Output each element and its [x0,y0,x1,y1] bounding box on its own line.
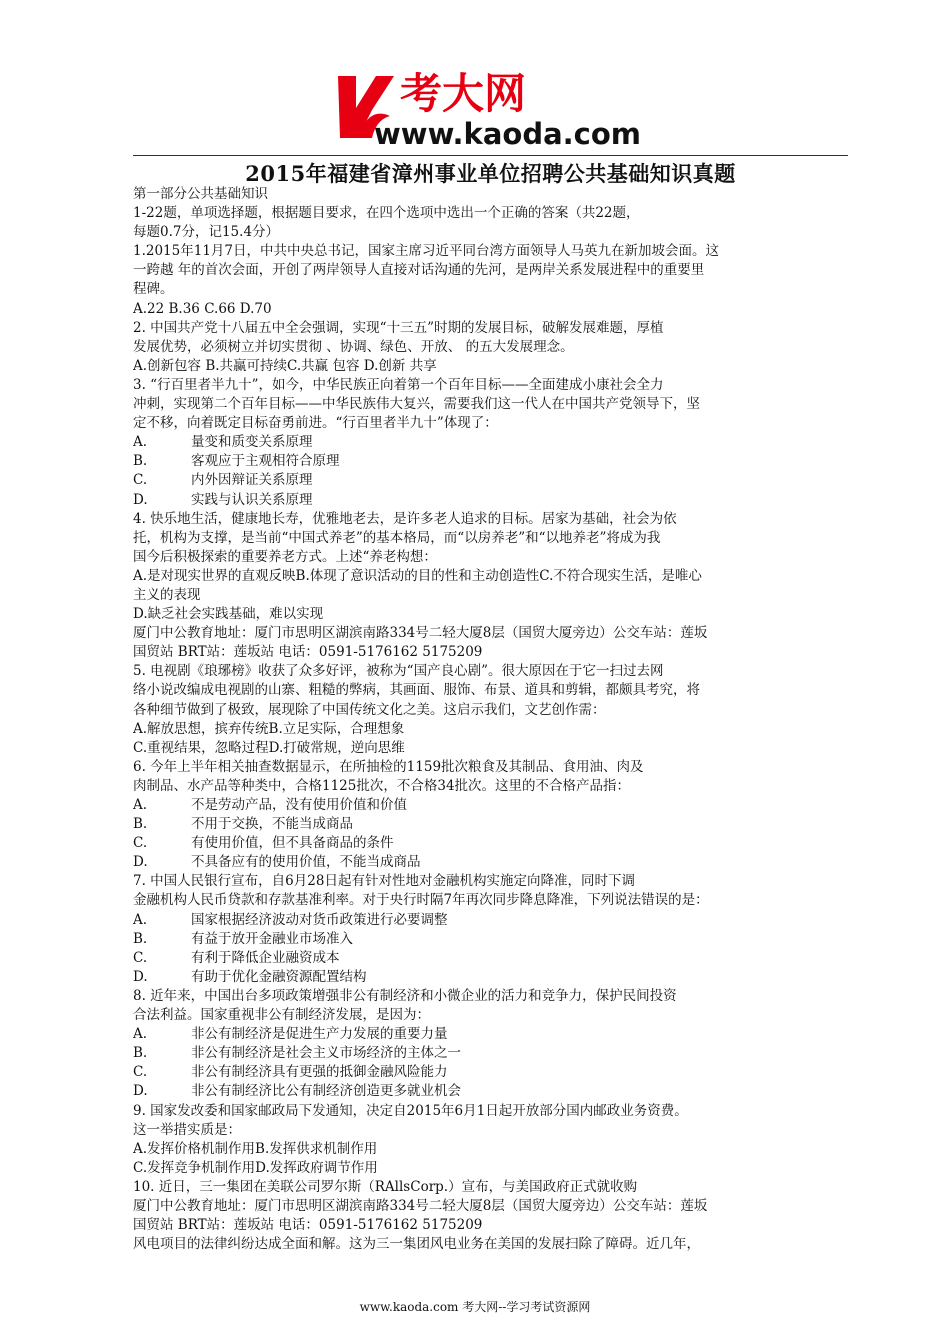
option-text: 有益于放开金融业市场准入 [191,930,353,947]
text-line: 厦门中公教育地址：厦门市思明区湖滨南路334号二轻大厦8层（国贸大厦旁边）公交车站：莲坂 [133,625,708,642]
text-line: 国贸站 BRT站：莲坂站 电话：0591-5176162 5175209 [133,644,483,661]
option-key: A. [133,1026,148,1043]
option-text: 内外因辩证关系原理 [191,472,313,489]
option-key: C. [133,835,148,852]
text-line: 发展优势，必须树立并切实贯彻 、协调、绿色、开放、 的五大发展理念。 [133,338,574,355]
text-line: A.解放思想，摈弃传统B.立足实际，合理想象 [133,720,405,737]
option-line [133,1082,848,1101]
option-text: 不是劳动产品，没有使用价值和价值 [191,797,407,813]
text-line: C.发挥竞争机制作用D.发挥政府调节作用 [133,1159,378,1176]
text-line: 5. 电视剧《琅琊榜》收获了众多好评，被称为“国产良心剧”。很大原因在于它一扫过去网 [133,663,664,680]
logo-domain: www.kaoda.com [374,117,641,151]
option-text: 不用于交换，不能当成商品 [191,816,353,833]
option-text: 有助于优化金融资源配置结构 [191,968,367,985]
option-key: A. [133,434,148,451]
option-text: 客观应于主观相符合原理 [191,453,340,470]
text-line: 6. 今年上半年相关抽查数据显示，在所抽检的1159批次粮食及其制品、食用油、肉及 [133,758,644,775]
option-line [133,452,848,471]
option-text: 实践与认识关系原理 [191,491,313,508]
option-key: D. [133,491,148,508]
option-line [133,1025,848,1044]
option-key: D. [133,968,148,985]
option-line [133,433,848,452]
option-line [133,815,848,834]
option-key: C. [133,472,148,489]
text-line: 7. 中国人民银行宣布，自6月28日起有针对性地对金融机构实施定向降准，同时下调 [133,873,635,890]
page-footer: www.kaoda.com 考大网--学习考试资源网 [359,1300,591,1314]
text-line: 8. 近年来，中国出台多项政策增强非公有制经济和小微企业的活力和竞争力，保护民间投资 [133,987,677,1004]
text-line: A.创新包容 B.共赢可持续C.共赢 包容 D.创新 共享 [133,357,437,374]
text-line: 国今后积极探索的重要养老方式。上述“养老构想： [133,548,437,565]
option-text: 不具备应有的使用价值，不能当成商品 [191,854,421,871]
option-key: C. [133,949,148,966]
text-line: A.22 B.36 C.66 D.70 [133,300,272,317]
option-text: 非公有制经济具有更强的抵御金融风险能力 [191,1064,448,1081]
option-text: 非公有制经济是社会主义市场经济的主体之一 [191,1045,461,1062]
option-line [133,1044,848,1063]
text-line: 托，机构为支撑，是当前“中国式养老”的基本格局，而“以房养老”和“以地养老”将成为我 [133,529,661,546]
text-line: 定不移，向着既定目标奋勇前进。“行百里者半九十”体现了： [133,415,498,432]
option-key: B. [133,930,148,947]
text-line: 这一举措实质是： [133,1121,241,1138]
page-title: 2015年福建省漳州事业单位招聘公共基础知识真题 [245,161,736,186]
text-line: 厦门中公教育地址：厦门市思明区湖滨南路334号二轻大厦8层（国贸大厦旁边）公交车站：莲坂 [133,1197,708,1214]
option-text: 非公有制经济比公有制经济创造更多就业机会 [191,1083,461,1100]
header-rule [133,155,848,156]
option-line [133,1063,848,1082]
text-line: 每题0.7分，记15.4分） [133,224,280,241]
text-line: 络小说改编成电视剧的山寨、粗糙的弊病，其画面、服饰、布景、道具和剪辑，都颇具考究，将 [133,682,700,699]
option-key: A. [133,797,148,813]
text-line: 国贸站 BRT站：莲坂站 电话：0591-5176162 5175209 [133,1217,483,1234]
text-line: 合法利益。国家重视非公有制经济发展，是因为： [133,1007,430,1024]
text-line: 主义的表现 [133,586,201,603]
option-line [133,930,848,949]
document-body [133,185,848,1254]
option-text: 非公有制经济是促进生产力发展的重要力量 [191,1026,448,1043]
text-line: A.是对现实世界的直观反映B.体现了意识活动的目的性和主动创造性C.不符合现实生活，是唯心 [133,567,702,584]
text-line: 风电项目的法律纠纷达成全面和解。这为三一集团风电业务在美国的发展扫除了障碍。近几年， [133,1236,700,1253]
option-line [133,968,848,987]
option-text: 国家根据经济波动对货币政策进行必要调整 [191,911,448,928]
text-line: A.发挥价格机制作用B.发挥供求机制作用 [133,1140,378,1157]
option-text: 量变和质变关系原理 [191,434,313,451]
option-line [133,911,848,930]
text-line: 各种细节做到了极致，展现除了中国传统文化之美。这启示我们，文艺创作需： [133,701,606,718]
text-line: 第一部分公共基础知识 [133,186,268,202]
option-line [133,853,848,872]
text-line: 4. 快乐地生活，健康地长寿，优雅地老去，是许多老人追求的目标。居家为基础，社会为依 [133,510,677,527]
text-line: 9. 国家发改委和国家邮政局下发通知，决定自2015年6月1日起开放部分国内邮政业务资费。 [133,1102,688,1119]
text-line: 肉制品、水产品等种类中，合格1125批次，不合格34批次。这里的不合格产品指： [133,777,631,794]
text-line: 2. 中国共产党十八届五中全会强调，实现“十三五”时期的发展目标，破解发展难题，厚植 [133,319,664,336]
option-text: 有使用价值，但不具备商品的条件 [191,835,394,852]
option-key: A. [133,911,148,928]
option-key: B. [133,453,148,470]
option-key: D. [133,854,148,871]
text-line: 3. “行百里者半九十”，如今，中华民族正向着第一个百年目标——全面建成小康社会全力 [133,376,664,393]
option-line [133,491,848,510]
option-line [133,796,848,815]
option-line [133,949,848,968]
text-line: C.重视结果，忽略过程D.打破常规，逆向思维 [133,739,405,756]
kaoda-logo [328,60,658,152]
text-line: 程碑。 [133,281,174,298]
text-line: 一跨越 年的首次会面，开创了两岸领导人直接对话沟通的先河，是两岸关系发展进程中的重要里 [133,262,705,279]
text-line: 10. 近日，三一集团在美联公司罗尔斯（RAllsCorp.）宣布，与美国政府正式就收购 [133,1178,638,1195]
option-line [133,471,848,490]
logo-brand-cn: 考大网 [400,69,527,118]
option-key: D. [133,1083,148,1100]
text-line: 1-22题，单项选择题，根据题目要求，在四个选项中选出一个正确的答案（共22题， [133,205,640,222]
text-line: 冲刺，实现第二个百年目标——中华民族伟大复兴，需要我们这一代人在中国共产党领导下，坚 [133,396,700,413]
text-line: D.缺乏社会实践基础，难以实现 [133,606,324,623]
option-line [133,834,848,853]
option-key: B. [133,1045,148,1062]
option-key: C. [133,1064,148,1081]
option-text: 有利于降低企业融资成本 [191,949,340,966]
option-key: B. [133,816,148,833]
text-line: 金融机构人民币贷款和存款基准利率。对于央行时隔7年再次同步降息降准，下列说法错误的是： [133,892,709,909]
text-line: 1.2015年11月7日，中共中央总书记，国家主席习近平同台湾方面领导人马英九在新加坡会面。这 [133,243,720,260]
